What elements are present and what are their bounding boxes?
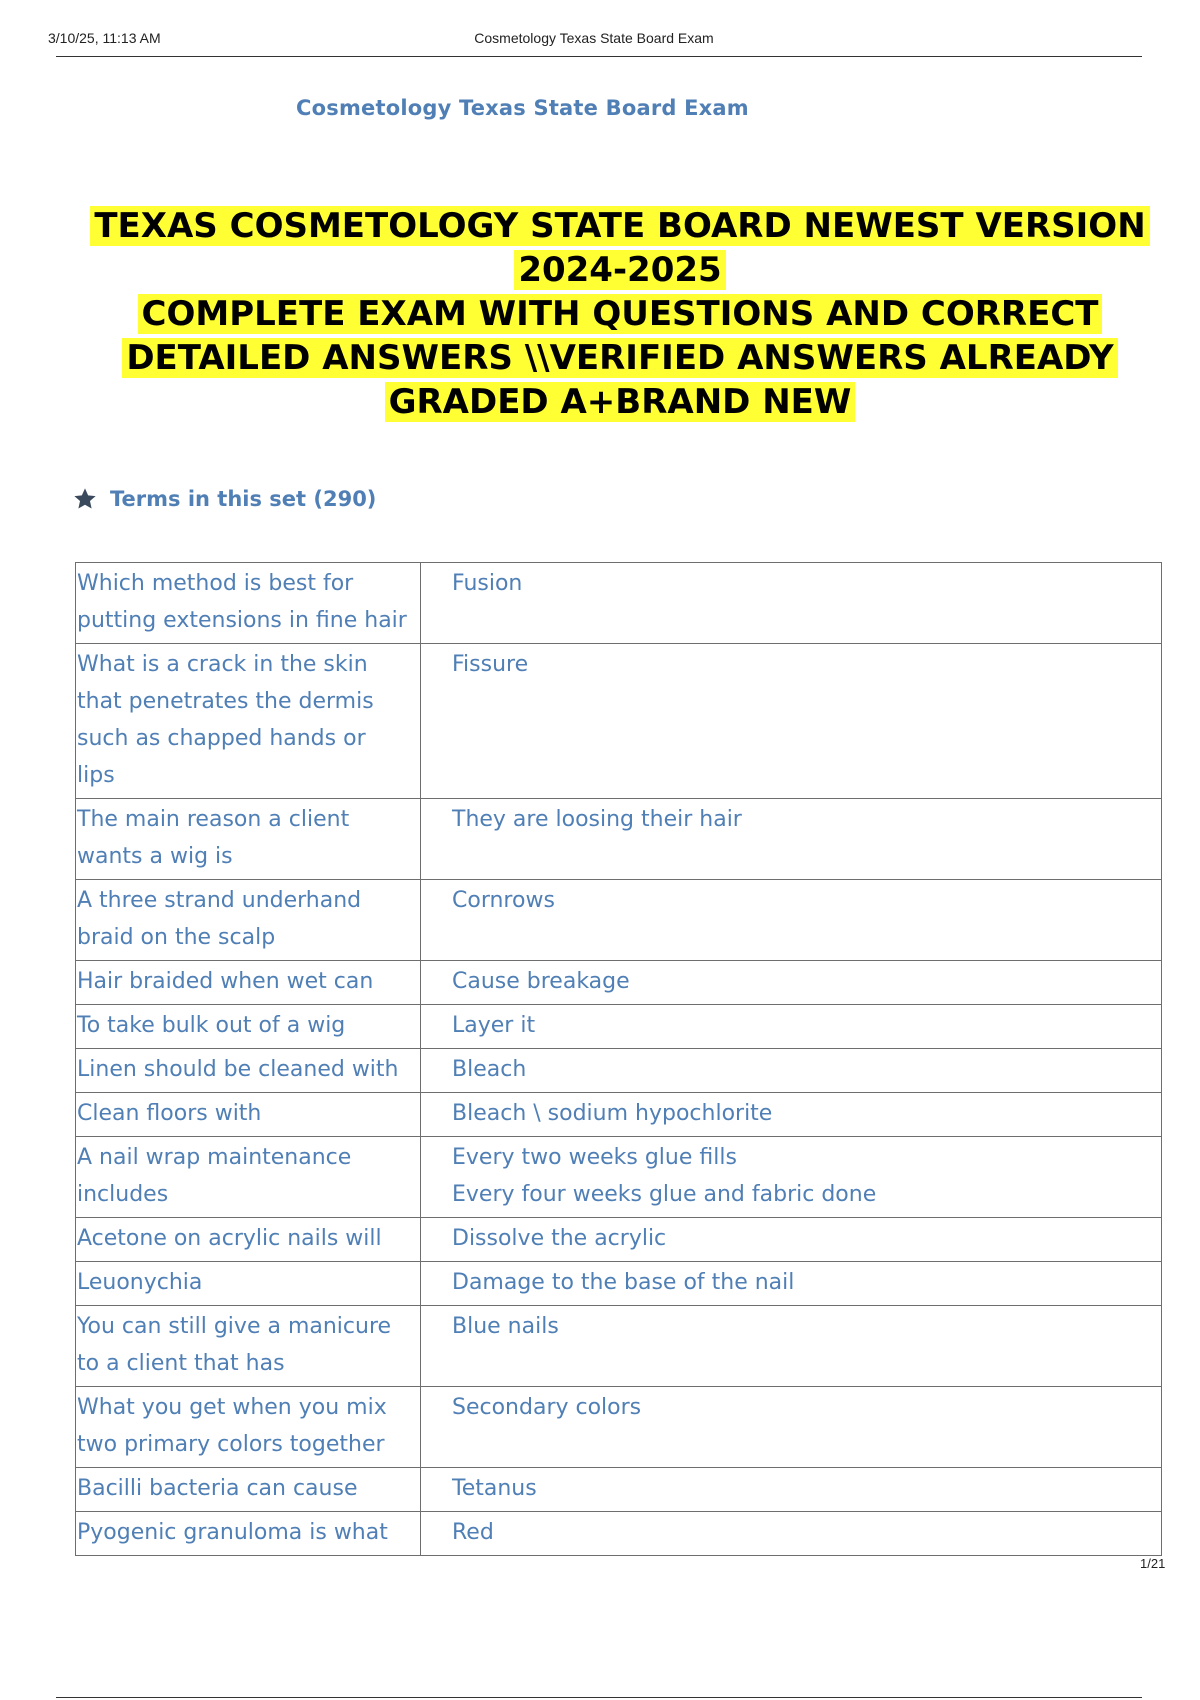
table-row (76, 1306, 1162, 1387)
terms-table (75, 562, 1162, 1556)
headline-line: TEXAS COSMETOLOGY STATE BOARD NEWEST VERSION 2024-2025 (90, 206, 1149, 290)
definition-cell (421, 1093, 1162, 1137)
print-header (48, 30, 1140, 50)
definition-line: Fissure (452, 652, 529, 677)
term-cell: To take bulk out of a wig (76, 1005, 421, 1049)
table-row (76, 1512, 1162, 1556)
table-row (76, 1093, 1162, 1137)
definition-cell (421, 1306, 1162, 1387)
page-number: 1/21 (1140, 1556, 1166, 1571)
term-cell: Hair braided when wet can (76, 961, 421, 1005)
term-cell: Which method is best for putting extensions in fine hair (76, 563, 421, 644)
headline-line: GRADED A+BRAND NEW (385, 382, 856, 422)
term-cell: You can still give a manicure to a client that has (76, 1306, 421, 1387)
definition-line: Secondary colors (452, 1395, 642, 1420)
definition-line: Blue nails (452, 1314, 559, 1339)
definition-line: They are loosing their hair (452, 807, 742, 832)
definition-cell (421, 961, 1162, 1005)
definition-cell (421, 1468, 1162, 1512)
definition-line: Fusion (452, 571, 523, 596)
print-date: 3/10/25, 11:13 AM (48, 30, 161, 46)
term-cell: What is a crack in the skin that penetrates the dermis such as chapped hands or lips (76, 644, 421, 799)
table-row (76, 1262, 1162, 1306)
term-cell: Bacilli bacteria can cause (76, 1468, 421, 1512)
term-cell: Acetone on acrylic nails will (76, 1218, 421, 1262)
footer-divider (56, 1697, 1142, 1698)
print-title: Cosmetology Texas State Board Exam (474, 30, 714, 46)
definition-line: Layer it (452, 1013, 536, 1038)
definition-line: Bleach (452, 1057, 527, 1082)
term-cell: A three strand underhand braid on the scalp (76, 880, 421, 961)
definition-cell (421, 1512, 1162, 1556)
table-row (76, 563, 1162, 644)
definition-cell (421, 1049, 1162, 1093)
definition-cell (421, 1218, 1162, 1262)
table-row (76, 1468, 1162, 1512)
table-row (76, 1137, 1162, 1218)
definition-line: Cause breakage (452, 969, 630, 994)
definition-line: Dissolve the acrylic (452, 1226, 667, 1251)
definition-line: Damage to the base of the nail (452, 1270, 795, 1295)
terms-count (72, 484, 376, 514)
definition-cell (421, 644, 1162, 799)
table-row (76, 1005, 1162, 1049)
definition-cell (421, 799, 1162, 880)
document-headline (40, 204, 1200, 424)
table-row (76, 799, 1162, 880)
table-row (76, 880, 1162, 961)
term-cell: A nail wrap maintenance includes (76, 1137, 421, 1218)
definition-cell (421, 880, 1162, 961)
definition-cell (421, 1005, 1162, 1049)
term-cell: Pyogenic granuloma is what (76, 1512, 421, 1556)
definition-cell (421, 563, 1162, 644)
table-row (76, 644, 1162, 799)
term-cell: Leuonychia (76, 1262, 421, 1306)
definition-line: Cornrows (452, 888, 555, 913)
definition-cell (421, 1262, 1162, 1306)
definition-cell (421, 1387, 1162, 1468)
term-cell: Linen should be cleaned with (76, 1049, 421, 1093)
table-row (76, 1049, 1162, 1093)
term-cell: What you get when you mix two primary colors together (76, 1387, 421, 1468)
definition-line: Every four weeks glue and fabric done (452, 1182, 877, 1207)
set-title-link[interactable]: Cosmetology Texas State Board Exam (296, 96, 749, 120)
header-divider (56, 56, 1142, 57)
star-icon[interactable] (72, 486, 98, 512)
definition-line: Every two weeks glue fills (452, 1145, 737, 1170)
headline-line: COMPLETE EXAM WITH QUESTIONS AND CORRECT (138, 294, 1103, 334)
definition-line: Red (452, 1520, 494, 1545)
table-row (76, 1387, 1162, 1468)
terms-label: Terms in this set (290) (110, 487, 377, 511)
definition-cell (421, 1137, 1162, 1218)
table-row (76, 1218, 1162, 1262)
headline-line: DETAILED ANSWERS \\VERIFIED ANSWERS ALREADY (122, 338, 1117, 378)
table-row (76, 961, 1162, 1005)
definition-line: Tetanus (452, 1476, 537, 1501)
term-cell: Clean floors with (76, 1093, 421, 1137)
term-cell: The main reason a client wants a wig is (76, 799, 421, 880)
definition-line: Bleach \ sodium hypochlorite (452, 1101, 773, 1126)
